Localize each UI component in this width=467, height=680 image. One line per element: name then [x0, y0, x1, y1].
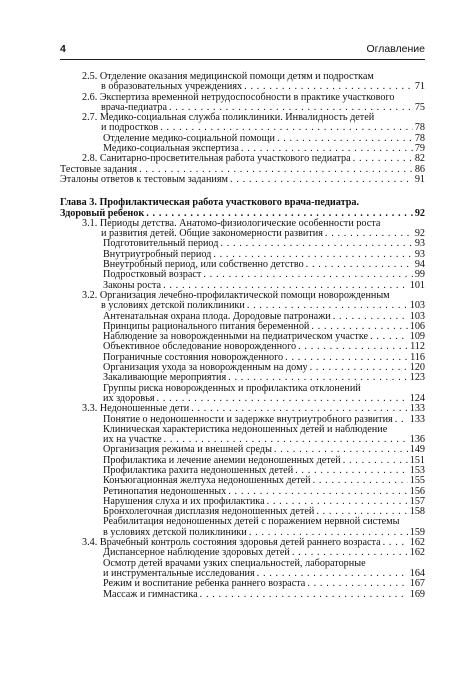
toc-entry-title: в условиях детской поликлиники [101, 300, 245, 312]
toc-entry[interactable] [60, 590, 425, 600]
toc-page-number: 75 [414, 101, 425, 113]
toc-entry-title: Понятие о недоношенности и задержке внутриутробного развития [103, 413, 393, 425]
toc-page-number: 116 [410, 351, 425, 363]
toc-entry-title: Здоровый ребенок [60, 207, 145, 219]
toc-page-number: 92 [414, 207, 425, 219]
toc-page-number: 149 [409, 444, 425, 456]
toc-entry-title: 2.5. Отделение оказания медицинской помощи детям и подросткам [82, 71, 374, 82]
toc-entry-title: 2.7. Медико-социальная служба поликлиники. Инвалидность детей [82, 112, 375, 124]
toc-page-number: 156 [409, 485, 425, 497]
toc-page-number: 103 [409, 300, 425, 312]
toc-entry-title: Подростковый возраст [103, 269, 202, 281]
toc-entry-title: Реабилитация недоношенных детей с поражением нервной системы [103, 516, 400, 528]
toc-entry[interactable] [60, 113, 425, 134]
toc-entry-title: Закаливающие мероприятия [103, 372, 227, 384]
toc-entry-title: 2.6. Экспертиза временной нетрудоспособности в практике участкового [82, 91, 395, 103]
toc-page-number: 99 [414, 269, 425, 281]
dot-leader [370, 332, 408, 342]
dot-leader [277, 134, 413, 144]
dot-leader [157, 394, 408, 404]
toc-page-number: 162 [409, 547, 425, 559]
toc-page-number: 153 [409, 464, 425, 476]
dot-leader [298, 342, 408, 352]
header-rule [60, 59, 425, 60]
dot-leader [313, 476, 408, 486]
toc-page-number: 78 [414, 122, 425, 134]
toc-entry[interactable] [60, 291, 425, 312]
dot-leader [325, 229, 413, 239]
toc-page-number: 151 [409, 454, 425, 466]
toc-page-number: 78 [414, 132, 425, 144]
toc-entry-title: Режим и воспитание ребенка раннего возраста [103, 578, 306, 590]
toc-entry-title: Медико-социальная экспертиза [103, 143, 239, 155]
toc-entry[interactable] [60, 72, 425, 93]
toc-page-number: 167 [409, 578, 425, 590]
toc-entry-title: Отделение медико-социальной помощи [103, 132, 275, 144]
dot-leader [333, 312, 408, 322]
toc-page-number: 136 [409, 434, 425, 446]
toc-entry-title: Конъюгационная желтуха недоношенных детей [103, 475, 311, 487]
toc-entry-title: Бронхолегочная дисплазия недоношенных детей [103, 506, 315, 518]
toc-entry-title: и инструментальные исследования [103, 567, 255, 579]
toc-page-number: 169 [409, 588, 425, 600]
toc-page-number: 106 [409, 320, 425, 332]
toc-page-number: 158 [409, 506, 425, 518]
toc-entry-title: их на участке [103, 434, 162, 446]
toc-entry-title: Тестовые задания [60, 163, 138, 175]
toc-entry-title: 3.3. Недоношенные дети [82, 403, 190, 415]
dot-leader [230, 175, 413, 185]
toc-entry-title: Клиническая характеристика недоношенных детей и наблюдение [103, 423, 388, 435]
running-head [60, 43, 425, 59]
toc-entry-title: 3.1. Периоды детства. Анатомо-физиологические особенности роста [82, 217, 381, 229]
toc-page-number: 124 [409, 392, 425, 404]
toc-entry-title: 3.2. Организация лечебно-профилактической помощи новорожденным [82, 289, 390, 301]
toc-page-number: 94 [414, 259, 425, 271]
toc-page-number: 86 [414, 163, 425, 175]
toc-page-number: 123 [409, 372, 425, 384]
toc-entry-title: Эталоны ответов к тестовым заданиям [60, 173, 228, 185]
toc-entry[interactable] [60, 517, 425, 538]
toc-page-number: 92 [414, 228, 425, 240]
toc-page-number: 82 [414, 153, 425, 165]
toc-entry-title: Глава 3. Профилактическая работа участкового врача-педиатра. [60, 197, 360, 209]
toc-entry-title: Объективное обследование новорожденного [103, 341, 297, 353]
dot-leader [310, 363, 408, 373]
toc-entry-title: 2.8. Санитарно-просветительная работа участкового педиатра [82, 153, 351, 165]
dot-leader [295, 466, 408, 476]
toc-entry-title: Внеутробный период, или собственно детство [103, 259, 304, 271]
toc-entry[interactable] [60, 175, 425, 185]
toc-entry[interactable] [60, 93, 425, 114]
toc-entry-title: Профилактика рахита недоношенных детей [103, 464, 294, 476]
dot-leader [353, 154, 413, 164]
toc-entry[interactable] [60, 384, 425, 405]
toc-entry-title: их здоровья [103, 392, 155, 404]
toc-page-number: 120 [409, 362, 425, 374]
dot-leader [220, 239, 412, 249]
toc-page-number: 112 [410, 341, 425, 353]
dot-leader [383, 538, 408, 548]
dot-leader [395, 415, 408, 425]
toc-page-number: 133 [409, 413, 425, 425]
toc-entry[interactable] [60, 219, 425, 240]
page-number: 4 [60, 43, 66, 55]
toc-entry-title: Осмотр детей врачами узких специальностей, лабораторные [103, 557, 366, 569]
toc-entry-title: врача-педиатра [101, 101, 167, 113]
toc-entry-title: 3.4. Врачебный контроль состояния здоровья детей раннего возраста [82, 537, 381, 549]
toc-page-number: 91 [414, 173, 425, 185]
toc-page-number: 109 [409, 331, 425, 343]
toc-entry[interactable] [60, 559, 425, 580]
table-of-contents [60, 72, 425, 600]
dot-leader [307, 579, 407, 589]
toc-page-number: 101 [409, 279, 425, 291]
toc-entry[interactable] [60, 404, 425, 414]
toc-entry-title: в образовательных учреждениях [101, 81, 243, 93]
toc-page-number: 93 [414, 238, 425, 250]
toc-entry-title: Наблюдение за новорожденными на педиатрическом участке [103, 331, 369, 343]
toc-page-number: 159 [409, 526, 425, 538]
toc-entry-title: Организация ухода за новорожденным на дому [103, 362, 308, 374]
toc-page-number: 155 [409, 475, 425, 487]
toc-entry[interactable] [60, 579, 425, 589]
toc-entry-title: Профилактика и лечение анемии недоношенных детей [103, 454, 341, 466]
toc-page-number: 93 [414, 248, 425, 260]
toc-page-number: 164 [409, 567, 425, 579]
toc-entry-title: в условиях детской поликлиники [103, 526, 247, 538]
toc-page-number: 133 [409, 403, 425, 415]
toc-entry[interactable] [60, 425, 425, 446]
dot-leader [200, 590, 408, 600]
toc-page-number: 79 [414, 143, 425, 155]
toc-entry-title: Внутриутробный период [103, 248, 212, 260]
dot-leader [343, 456, 408, 466]
toc-page-number: 71 [414, 81, 425, 93]
toc-entry-title: и развития детей. Общие закономерности развития [101, 228, 323, 240]
toc-entry-title: Группы риска новорожденных и профилактика отклонений [103, 382, 361, 394]
toc-entry-title: Пограничные состояния новорожденного [103, 351, 284, 363]
toc-entry-title: Организация режима и внешней среды [103, 444, 272, 456]
toc-entry-title: Ретинопатия недоношенных [103, 485, 227, 497]
toc-entry-title: Нарушения слуха и их профилактика [103, 495, 265, 507]
toc-page-number: 157 [409, 495, 425, 507]
toc-entry-title: и подростков [101, 122, 159, 134]
toc-entry-title: Принципы рационального питания беременной [103, 320, 310, 332]
toc-entry-title: Антенатальная охрана плода. Дородовые патронажи [103, 310, 331, 322]
toc-page-number: 162 [409, 537, 425, 549]
toc-page-number: 103 [409, 310, 425, 322]
toc-entry-title: Диспансерное наблюдение здоровых детей [103, 547, 290, 559]
toc-entry-title: Массаж и гимнастика [103, 588, 198, 600]
dot-leader [191, 404, 408, 414]
toc-entry-title: Законы роста [103, 279, 162, 291]
toc-entry[interactable] [60, 198, 425, 219]
section-title: Оглавление [366, 43, 425, 55]
dot-leader [247, 301, 408, 311]
toc-entry-title: Подготовительный период [103, 238, 219, 250]
dot-leader [203, 270, 412, 280]
dot-leader [306, 260, 413, 270]
